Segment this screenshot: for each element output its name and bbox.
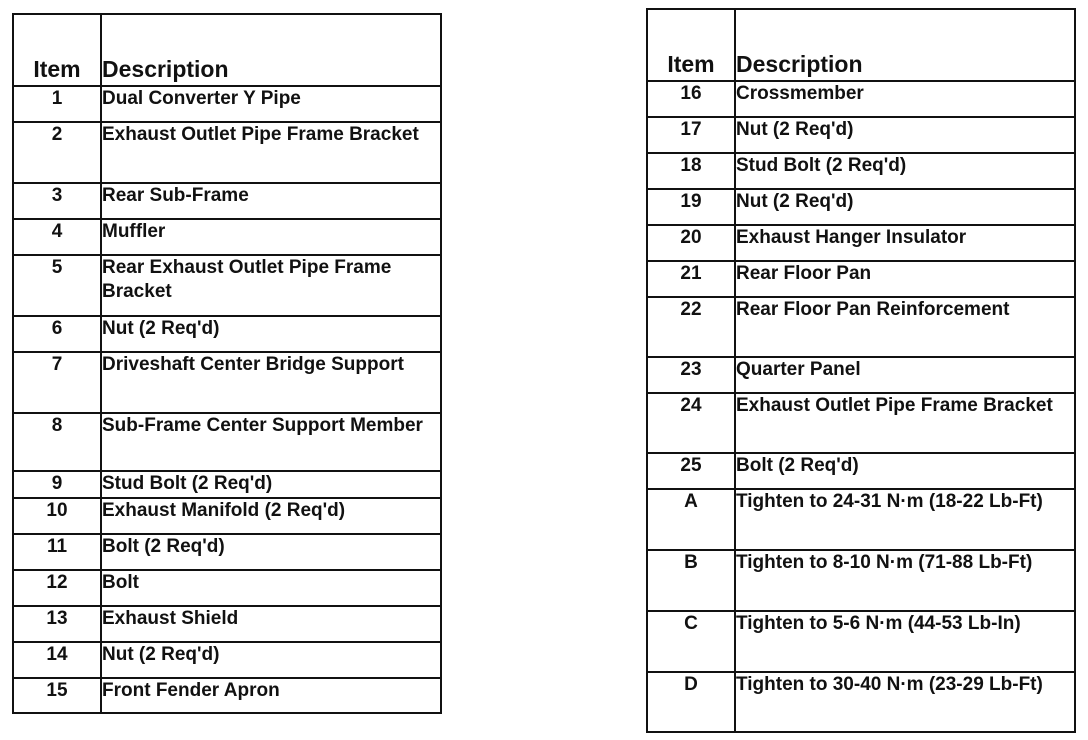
item-description: Nut (2 Req'd)	[735, 189, 1075, 225]
item-number: 11	[13, 534, 101, 570]
item-description: Tighten to 8-10 N·m (71-88 Lb-Ft)	[735, 550, 1075, 611]
description-column-header: Description	[101, 14, 441, 86]
item-number: 5	[13, 255, 101, 316]
item-number: 4	[13, 219, 101, 255]
item-number: 1	[13, 86, 101, 122]
item-number: 18	[647, 153, 735, 189]
table-row	[13, 413, 441, 471]
item-description: Bolt (2 Req'd)	[101, 534, 441, 570]
item-number: 16	[647, 81, 735, 117]
item-description: Bolt	[101, 570, 441, 606]
item-description: Front Fender Apron	[101, 678, 441, 713]
item-number: 23	[647, 357, 735, 393]
item-number: 6	[13, 316, 101, 352]
item-number: 20	[647, 225, 735, 261]
item-number: 9	[13, 471, 101, 498]
table-row	[13, 498, 441, 534]
item-number: 3	[13, 183, 101, 219]
table-row	[647, 393, 1075, 453]
table-row	[13, 570, 441, 606]
table-row	[647, 297, 1075, 357]
item-number: 2	[13, 122, 101, 183]
table-row	[647, 189, 1075, 225]
table-row	[13, 606, 441, 642]
item-description: Nut (2 Req'd)	[735, 117, 1075, 153]
item-description: Tighten to 24-31 N·m (18-22 Lb-Ft)	[735, 489, 1075, 550]
item-number: 21	[647, 261, 735, 297]
item-number: 13	[13, 606, 101, 642]
table-row	[13, 352, 441, 413]
table-row	[647, 261, 1075, 297]
item-description: Exhaust Hanger Insulator	[735, 225, 1075, 261]
item-description: Exhaust Shield	[101, 606, 441, 642]
item-number: B	[647, 550, 735, 611]
item-number: 25	[647, 453, 735, 489]
table-row	[13, 534, 441, 570]
table-row	[647, 81, 1075, 117]
table-row	[647, 225, 1075, 261]
item-column-header: Item	[13, 14, 101, 86]
item-description: Tighten to 5-6 N·m (44-53 Lb-In)	[735, 611, 1075, 672]
parts-legend-table-right	[646, 8, 1076, 733]
item-number: 14	[13, 642, 101, 678]
table-row	[13, 219, 441, 255]
table-row	[647, 117, 1075, 153]
item-description: Stud Bolt (2 Req'd)	[735, 153, 1075, 189]
item-description: Quarter Panel	[735, 357, 1075, 393]
item-description: Nut (2 Req'd)	[101, 316, 441, 352]
item-description: Exhaust Outlet Pipe Frame Bracket	[101, 122, 441, 183]
item-number: 12	[13, 570, 101, 606]
item-number: 17	[647, 117, 735, 153]
item-description: Sub-Frame Center Support Member	[101, 413, 441, 471]
item-description: Driveshaft Center Bridge Support	[101, 352, 441, 413]
item-number: A	[647, 489, 735, 550]
item-description: Crossmember	[735, 81, 1075, 117]
table-row	[13, 678, 441, 713]
table-row	[647, 489, 1075, 550]
table-row	[13, 316, 441, 352]
table-row	[647, 453, 1075, 489]
table-row	[13, 122, 441, 183]
item-description: Stud Bolt (2 Req'd)	[101, 471, 441, 498]
item-description: Exhaust Manifold (2 Req'd)	[101, 498, 441, 534]
item-description: Exhaust Outlet Pipe Frame Bracket	[735, 393, 1075, 453]
table-row	[13, 86, 441, 122]
table-row	[647, 153, 1075, 189]
item-description: Muffler	[101, 219, 441, 255]
table-row	[647, 611, 1075, 672]
item-description: Rear Floor Pan	[735, 261, 1075, 297]
item-number: 8	[13, 413, 101, 471]
item-number: 7	[13, 352, 101, 413]
item-number: 19	[647, 189, 735, 225]
table-row	[13, 255, 441, 316]
item-description: Dual Converter Y Pipe	[101, 86, 441, 122]
table-row	[13, 183, 441, 219]
item-description: Rear Floor Pan Reinforcement	[735, 297, 1075, 357]
item-number: 10	[13, 498, 101, 534]
item-description: Nut (2 Req'd)	[101, 642, 441, 678]
item-description: Bolt (2 Req'd)	[735, 453, 1075, 489]
item-description: Rear Sub-Frame	[101, 183, 441, 219]
table-header-row	[647, 9, 1075, 81]
table-row	[647, 357, 1075, 393]
item-description: Tighten to 30-40 N·m (23-29 Lb-Ft)	[735, 672, 1075, 732]
item-number: D	[647, 672, 735, 732]
table-row	[647, 550, 1075, 611]
table-row	[647, 672, 1075, 732]
description-column-header: Description	[735, 9, 1075, 81]
parts-legend-table-left	[12, 13, 442, 714]
table-header-row	[13, 14, 441, 86]
item-number: 15	[13, 678, 101, 713]
item-number: C	[647, 611, 735, 672]
item-column-header: Item	[647, 9, 735, 81]
table-row	[13, 642, 441, 678]
item-number: 24	[647, 393, 735, 453]
item-number: 22	[647, 297, 735, 357]
table-row	[13, 471, 441, 498]
item-description: Rear Exhaust Outlet Pipe Frame Bracket	[101, 255, 441, 316]
